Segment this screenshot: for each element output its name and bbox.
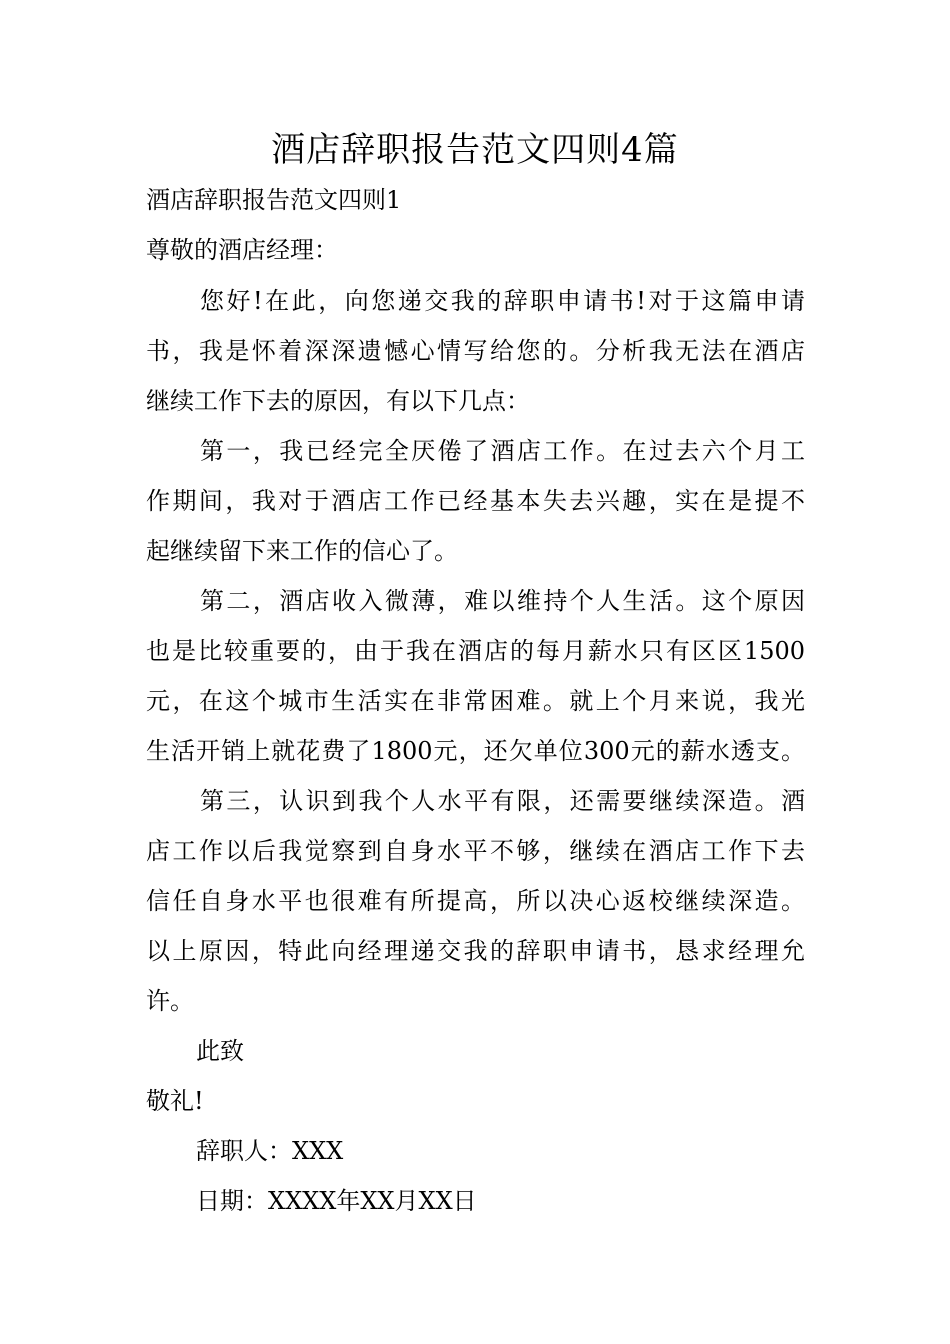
closing-line-2: 敬礼! [146, 1087, 204, 1115]
paragraph-2-line-2: 作期间，我对于酒店工作已经基本失去兴趣，实在是提不 [146, 487, 805, 515]
paragraph-3-line-3: 元，在这个城市生活实在非常困难。就上个月来说，我光 [146, 687, 805, 715]
document-subtitle: 酒店辞职报告范文四则1 [146, 186, 402, 214]
closing-line-1: 此致 [196, 1037, 244, 1065]
paragraph-4-line-2: 店工作以后我觉察到自身水平不够，继续在酒店工作下去 [146, 837, 805, 865]
paragraph-1-line-3: 继续工作下去的原因，有以下几点： [146, 387, 530, 415]
paragraph-4-line-3: 信任自身水平也很难有所提高，所以决心返校继续深造。 [146, 887, 805, 915]
signature-line: 辞职人：XXX [196, 1137, 344, 1165]
date-line: 日期：XXXX年XX月XX日 [196, 1187, 477, 1215]
paragraph-2-line-1: 第一，我已经完全厌倦了酒店工作。在过去六个月工 [200, 437, 805, 465]
paragraph-1-line-2: 书，我是怀着深深遗憾心情写给您的。分析我无法在酒店 [146, 337, 805, 365]
paragraph-3-line-1: 第二，酒店收入微薄，难以维持个人生活。这个原因 [200, 587, 805, 615]
paragraph-2-line-3: 起继续留下来工作的信心了。 [146, 537, 458, 565]
paragraph-3-line-4: 生活开销上就花费了1800元，还欠单位300元的薪水透支。 [146, 737, 805, 765]
paragraph-4-line-4: 以上原因，特此向经理递交我的辞职申请书，恳求经理允 [146, 937, 805, 965]
paragraph-4-line-5: 许。 [146, 987, 194, 1015]
document-title: 酒店辞职报告范文四则4篇 [271, 130, 679, 170]
paragraph-3-line-2: 也是比较重要的，由于我在酒店的每月薪水只有区区1500 [146, 637, 805, 665]
paragraph-4-line-1: 第三，认识到我个人水平有限，还需要继续深造。酒 [200, 787, 805, 815]
paragraph-1-line-1: 您好!在此，向您递交我的辞职申请书!对于这篇申请 [200, 287, 805, 315]
salutation: 尊敬的酒店经理： [146, 236, 338, 264]
